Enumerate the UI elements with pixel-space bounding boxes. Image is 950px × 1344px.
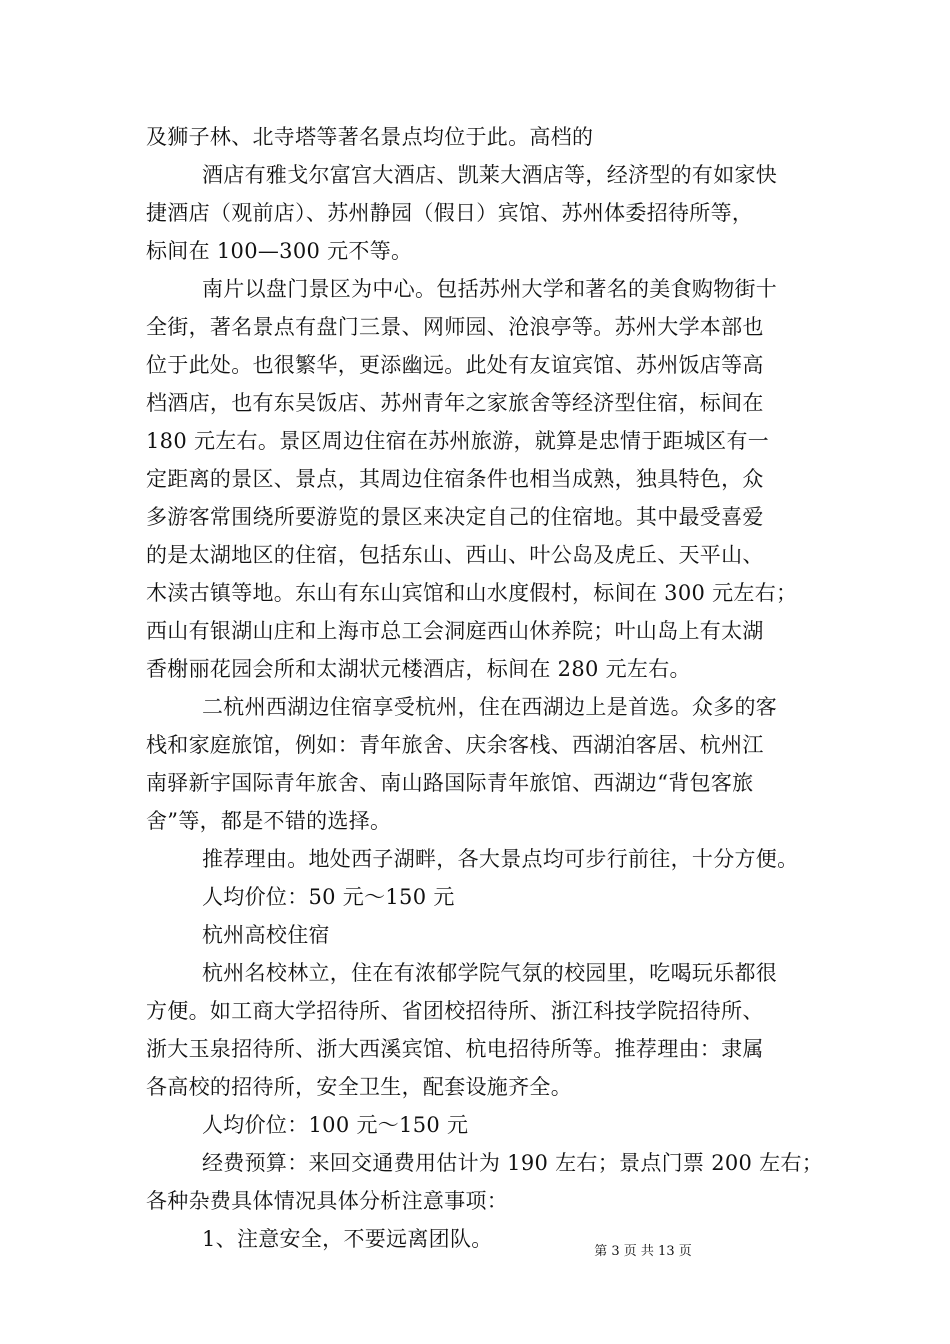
text-line: 各高校的招待所，安全卫生，配套设施齐全。 bbox=[146, 1075, 572, 1099]
text-line: 经费预算：来回交通费用估计为 190 左右；景点门票 200 左右； bbox=[202, 1151, 824, 1175]
text-line: 方便。如工商大学招待所、省团校招待所、浙江科技学院招待所、 bbox=[146, 999, 764, 1023]
text-line: 及狮子林、北寺塔等著名景点均位于此。高档的 bbox=[146, 125, 594, 149]
text-line: 酒店有雅戈尔富宫大酒店、凯莱大酒店等，经济型的有如家快 bbox=[202, 163, 778, 187]
text-line: 全街，著名景点有盘门三景、网师园、沧浪亭等。苏州大学本部也 bbox=[146, 315, 764, 339]
text-line: 多游客常围绕所要游览的景区来决定自己的住宿地。其中最受喜爱 bbox=[146, 505, 764, 529]
text-line: 舍”等，都是不错的选择。 bbox=[146, 809, 392, 833]
text-line: 定距离的景区、景点，其周边住宿条件也相当成熟，独具特色，众 bbox=[146, 467, 764, 491]
text-line: 西山有银湖山庄和上海市总工会洞庭西山休养院；叶山岛上有太湖 bbox=[146, 619, 764, 643]
page-number: 第 3 页 共 13 页 bbox=[594, 1244, 692, 1259]
text-line: 人均价位：100 元～150 元 bbox=[202, 1113, 469, 1137]
text-line: 推荐理由。地处西子湖畔，各大景点均可步行前往，十分方便。 bbox=[202, 847, 799, 871]
text-line: 栈和家庭旅馆，例如：青年旅舍、庆余客栈、西湖泊客居、杭州江 bbox=[146, 733, 764, 757]
text-line: 180 元左右。景区周边住宿在苏州旅游，就算是忠情于距城区有一 bbox=[146, 429, 770, 453]
text-line: 木渎古镇等地。东山有东山宾馆和山水度假村，标间在 300 元左右； bbox=[146, 581, 798, 605]
text-line: 二杭州西湖边住宿享受杭州，住在西湖边上是首选。众多的客 bbox=[202, 695, 778, 719]
text-line: 位于此处。也很繁华，更添幽远。此处有友谊宾馆、苏州饭店等高 bbox=[146, 353, 764, 377]
text-line: 1、注意安全，不要远离团队。 bbox=[202, 1227, 493, 1251]
text-line: 的是太湖地区的住宿，包括东山、西山、叶公岛及虎丘、天平山、 bbox=[146, 543, 764, 567]
text-line: 标间在 100—300 元不等。 bbox=[146, 239, 413, 263]
text-line: 各种杂费具体情况具体分析注意事项： bbox=[146, 1189, 509, 1213]
text-line: 杭州名校林立，住在有浓郁学院气氛的校园里，吃喝玩乐都很 bbox=[202, 961, 778, 985]
text-line: 香榭丽花园会所和太湖状元楼酒店，标间在 280 元左右。 bbox=[146, 657, 691, 681]
text-line: 南驿新宇国际青年旅舍、南山路国际青年旅馆、西湖边“背包客旅 bbox=[146, 771, 754, 795]
text-line: 南片以盘门景区为中心。包括苏州大学和著名的美食购物街十 bbox=[202, 277, 778, 301]
text-line: 人均价位：50 元～150 元 bbox=[202, 885, 455, 909]
text-line: 杭州高校住宿 bbox=[202, 923, 330, 947]
text-line: 捷酒店（观前店）、苏州静园（假日）宾馆、苏州体委招待所等， bbox=[146, 201, 754, 225]
text-line: 档酒店，也有东吴饭店、苏州青年之家旅舍等经济型住宿，标间在 bbox=[146, 391, 764, 415]
text-line: 浙大玉泉招待所、浙大西溪宾馆、杭电招待所等。推荐理由：隶属 bbox=[146, 1037, 764, 1061]
